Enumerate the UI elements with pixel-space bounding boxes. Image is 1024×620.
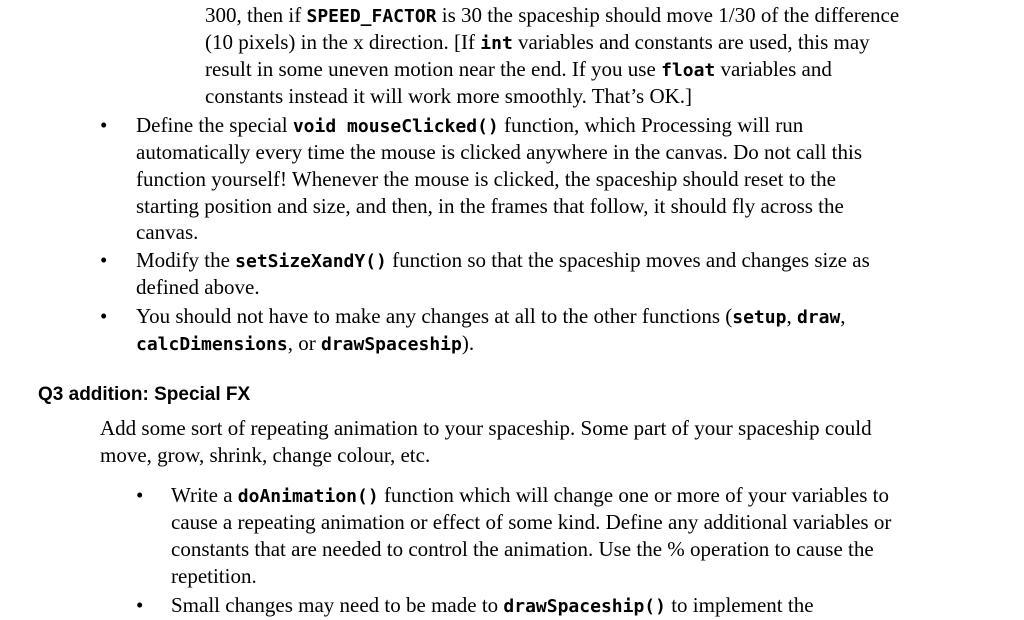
code-text: draw bbox=[796, 307, 841, 328]
bullet-marker: • bbox=[136, 593, 144, 617]
code-text: doAnimation() bbox=[237, 486, 379, 507]
text: Modify the bbox=[136, 248, 236, 272]
text-line bbox=[205, 56, 832, 84]
text: constants instead it will work more smoothly. That’s OK.] bbox=[205, 84, 693, 108]
text: Write a bbox=[171, 483, 238, 507]
code-text: void mouseClicked() bbox=[292, 116, 499, 137]
text-line bbox=[136, 330, 474, 358]
code-text: calcDimensions bbox=[136, 334, 288, 355]
text-line: cause a repeating animation or effect of some kind. Define any additional variables or bbox=[171, 510, 892, 534]
text-line bbox=[136, 112, 803, 140]
text-line: defined above. bbox=[136, 275, 260, 299]
text: , or bbox=[287, 331, 321, 355]
text: variables and bbox=[715, 57, 832, 81]
text-line: automatically every time the mouse is clicked anywhere in the canvas. Do not call this bbox=[136, 140, 863, 164]
section-heading: Q3 addition: Special FX bbox=[38, 384, 251, 405]
text-line bbox=[171, 592, 814, 620]
text: Define the special bbox=[136, 113, 293, 137]
text-line bbox=[205, 83, 692, 110]
text-line: canvas. bbox=[136, 220, 199, 244]
text-line bbox=[171, 482, 889, 510]
code-text: setSizeXandY() bbox=[235, 251, 387, 272]
bullet-marker: • bbox=[100, 304, 108, 328]
bullet-marker: • bbox=[100, 113, 108, 137]
text: , bbox=[786, 304, 797, 328]
text: (10 pixels) in the x direction. [If bbox=[205, 30, 481, 54]
text-line bbox=[205, 29, 870, 57]
text-line bbox=[136, 303, 846, 331]
text: result in some uneven motion near the end. If you use bbox=[205, 57, 662, 81]
text-line: repetition. bbox=[171, 564, 257, 588]
text: You should not have to make any changes at all to the other functions ( bbox=[136, 304, 733, 328]
text-line bbox=[136, 247, 870, 275]
text: is 30 the spaceship should move 1/30 of the difference bbox=[436, 3, 900, 27]
code-text: float bbox=[661, 60, 716, 81]
text-line: constants that are needed to control the animation. Use the % operation to cause the bbox=[171, 537, 874, 561]
text: function so that the spaceship moves and changes size as bbox=[386, 248, 870, 272]
text: ). bbox=[461, 331, 475, 355]
text-line: function yourself! Whenever the mouse is clicked, the spaceship should reset to the bbox=[136, 167, 836, 191]
code-text: drawSpaceship bbox=[320, 334, 462, 355]
text-line bbox=[205, 2, 899, 30]
text: 300, then if bbox=[205, 3, 307, 27]
code-text: setup bbox=[732, 307, 787, 328]
code-text: int bbox=[480, 33, 513, 54]
text: variables and constants are used, this may bbox=[512, 30, 870, 54]
text-line: starting position and size, and then, in the frames that follow, it should fly across the bbox=[136, 194, 844, 218]
bullet-marker: • bbox=[136, 483, 144, 507]
bullet-marker: • bbox=[100, 248, 108, 272]
text: function, which Processing will run bbox=[498, 113, 804, 137]
code-text: SPEED_FACTOR bbox=[306, 6, 437, 27]
code-text: drawSpaceship() bbox=[503, 596, 666, 617]
text-line: move, grow, shrink, change colour, etc. bbox=[100, 443, 431, 467]
text: to implement the bbox=[665, 593, 814, 617]
text: function which will change one or more of your variables to bbox=[378, 483, 889, 507]
text: , bbox=[840, 304, 846, 328]
text-line: Add some sort of repeating animation to your spaceship. Some part of your spaceship could bbox=[100, 416, 872, 440]
text: Small changes may need to be made to bbox=[171, 593, 504, 617]
